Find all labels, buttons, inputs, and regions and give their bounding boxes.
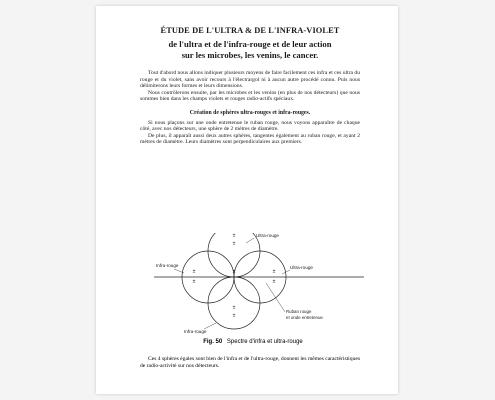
label-infra-rouge-bottom: Infra-rouge: [184, 329, 207, 334]
label-infra-rouge-left: Infra-rouge: [156, 263, 179, 268]
leader-ribbon: [266, 283, 285, 312]
subtitle-line-2: sur les microbes, les venins, le cancer.: [181, 49, 319, 60]
closing-paragraph: Ces 4 sphères égales sont bien de l'infra et de l'ultra-rouge, donnent les mêmes caractéristiques de radio-activité sur nos détecteurs.: [140, 356, 360, 369]
spheres-diagram: [136, 233, 366, 341]
sign-top-1: ±: [232, 233, 236, 239]
page-title: ÉTUDE DE L'ULTRA & DE L'INFRA-VIOLET: [160, 26, 340, 35]
subtitle-line-1: de l'ultra et de l'infra-rouge et de leur action: [168, 39, 332, 49]
sphere-bottom: [208, 277, 260, 329]
paragraph-4: De plus, il apparaît aussi deux autres sphères, tangentes également au ruban rouge, et ayant 2 mètres de diamètre. Leurs diamètres sont perpendiculaires aux premiers.: [140, 132, 360, 145]
figure-caption-text: Spectre d'infra et ultra-rouge: [226, 339, 303, 345]
paragraph-2: Nous contrôlerons ensuite, par les microbes et les venins (en plus de nos détecteurs) que nous sommes bien dans les champs violets et rouges radio-actifs spéciaux.: [140, 89, 360, 102]
section-heading: Création de sphères ultra-rouges et infra-rouges.: [189, 109, 311, 116]
figure-number: Fig. 50: [203, 339, 223, 345]
figure-spheres: [136, 233, 366, 341]
sign-right-2: ±: [272, 279, 276, 285]
sign-left-2: ±: [192, 279, 196, 285]
text-body: [140, 26, 360, 146]
leader-bottom: [204, 323, 216, 329]
leader-top: [246, 238, 254, 243]
label-ultra-rouge-top: Ultra-rouge: [256, 233, 279, 238]
document-page: [96, 6, 398, 394]
sign-top-2: ±: [232, 241, 236, 247]
sign-left-1: ±: [192, 269, 196, 275]
label-ultra-rouge-right: Ultra-rouge: [290, 265, 313, 270]
sign-center: ±: [232, 269, 236, 275]
figure-caption: [178, 338, 328, 346]
sign-right-1: ±: [272, 269, 276, 275]
sign-bottom-1: ±: [232, 305, 236, 311]
sign-bottom-2: ±: [232, 313, 236, 319]
paragraph-3: Si nous plaçons sur une onde entretenue le ruban rouge, nous voyons apparaître de chaque côté, avec nos détecteurs, une sphère de 2 mètres de diamètre.: [140, 119, 360, 132]
paragraph-1: Tout d'abord nous allons indiquer plusieurs moyens de faire facilement ces infra et ces ultra du rouge et du violet, sans avoir recours à l'électrargol ni à aucun autre procédé connu. Puis nous délimiterons leurs formes et leurs dimensions.: [140, 70, 360, 89]
label-ribbon-1: Ruban rouge: [286, 309, 312, 314]
label-ribbon-2: et onde entretenue: [286, 315, 323, 320]
